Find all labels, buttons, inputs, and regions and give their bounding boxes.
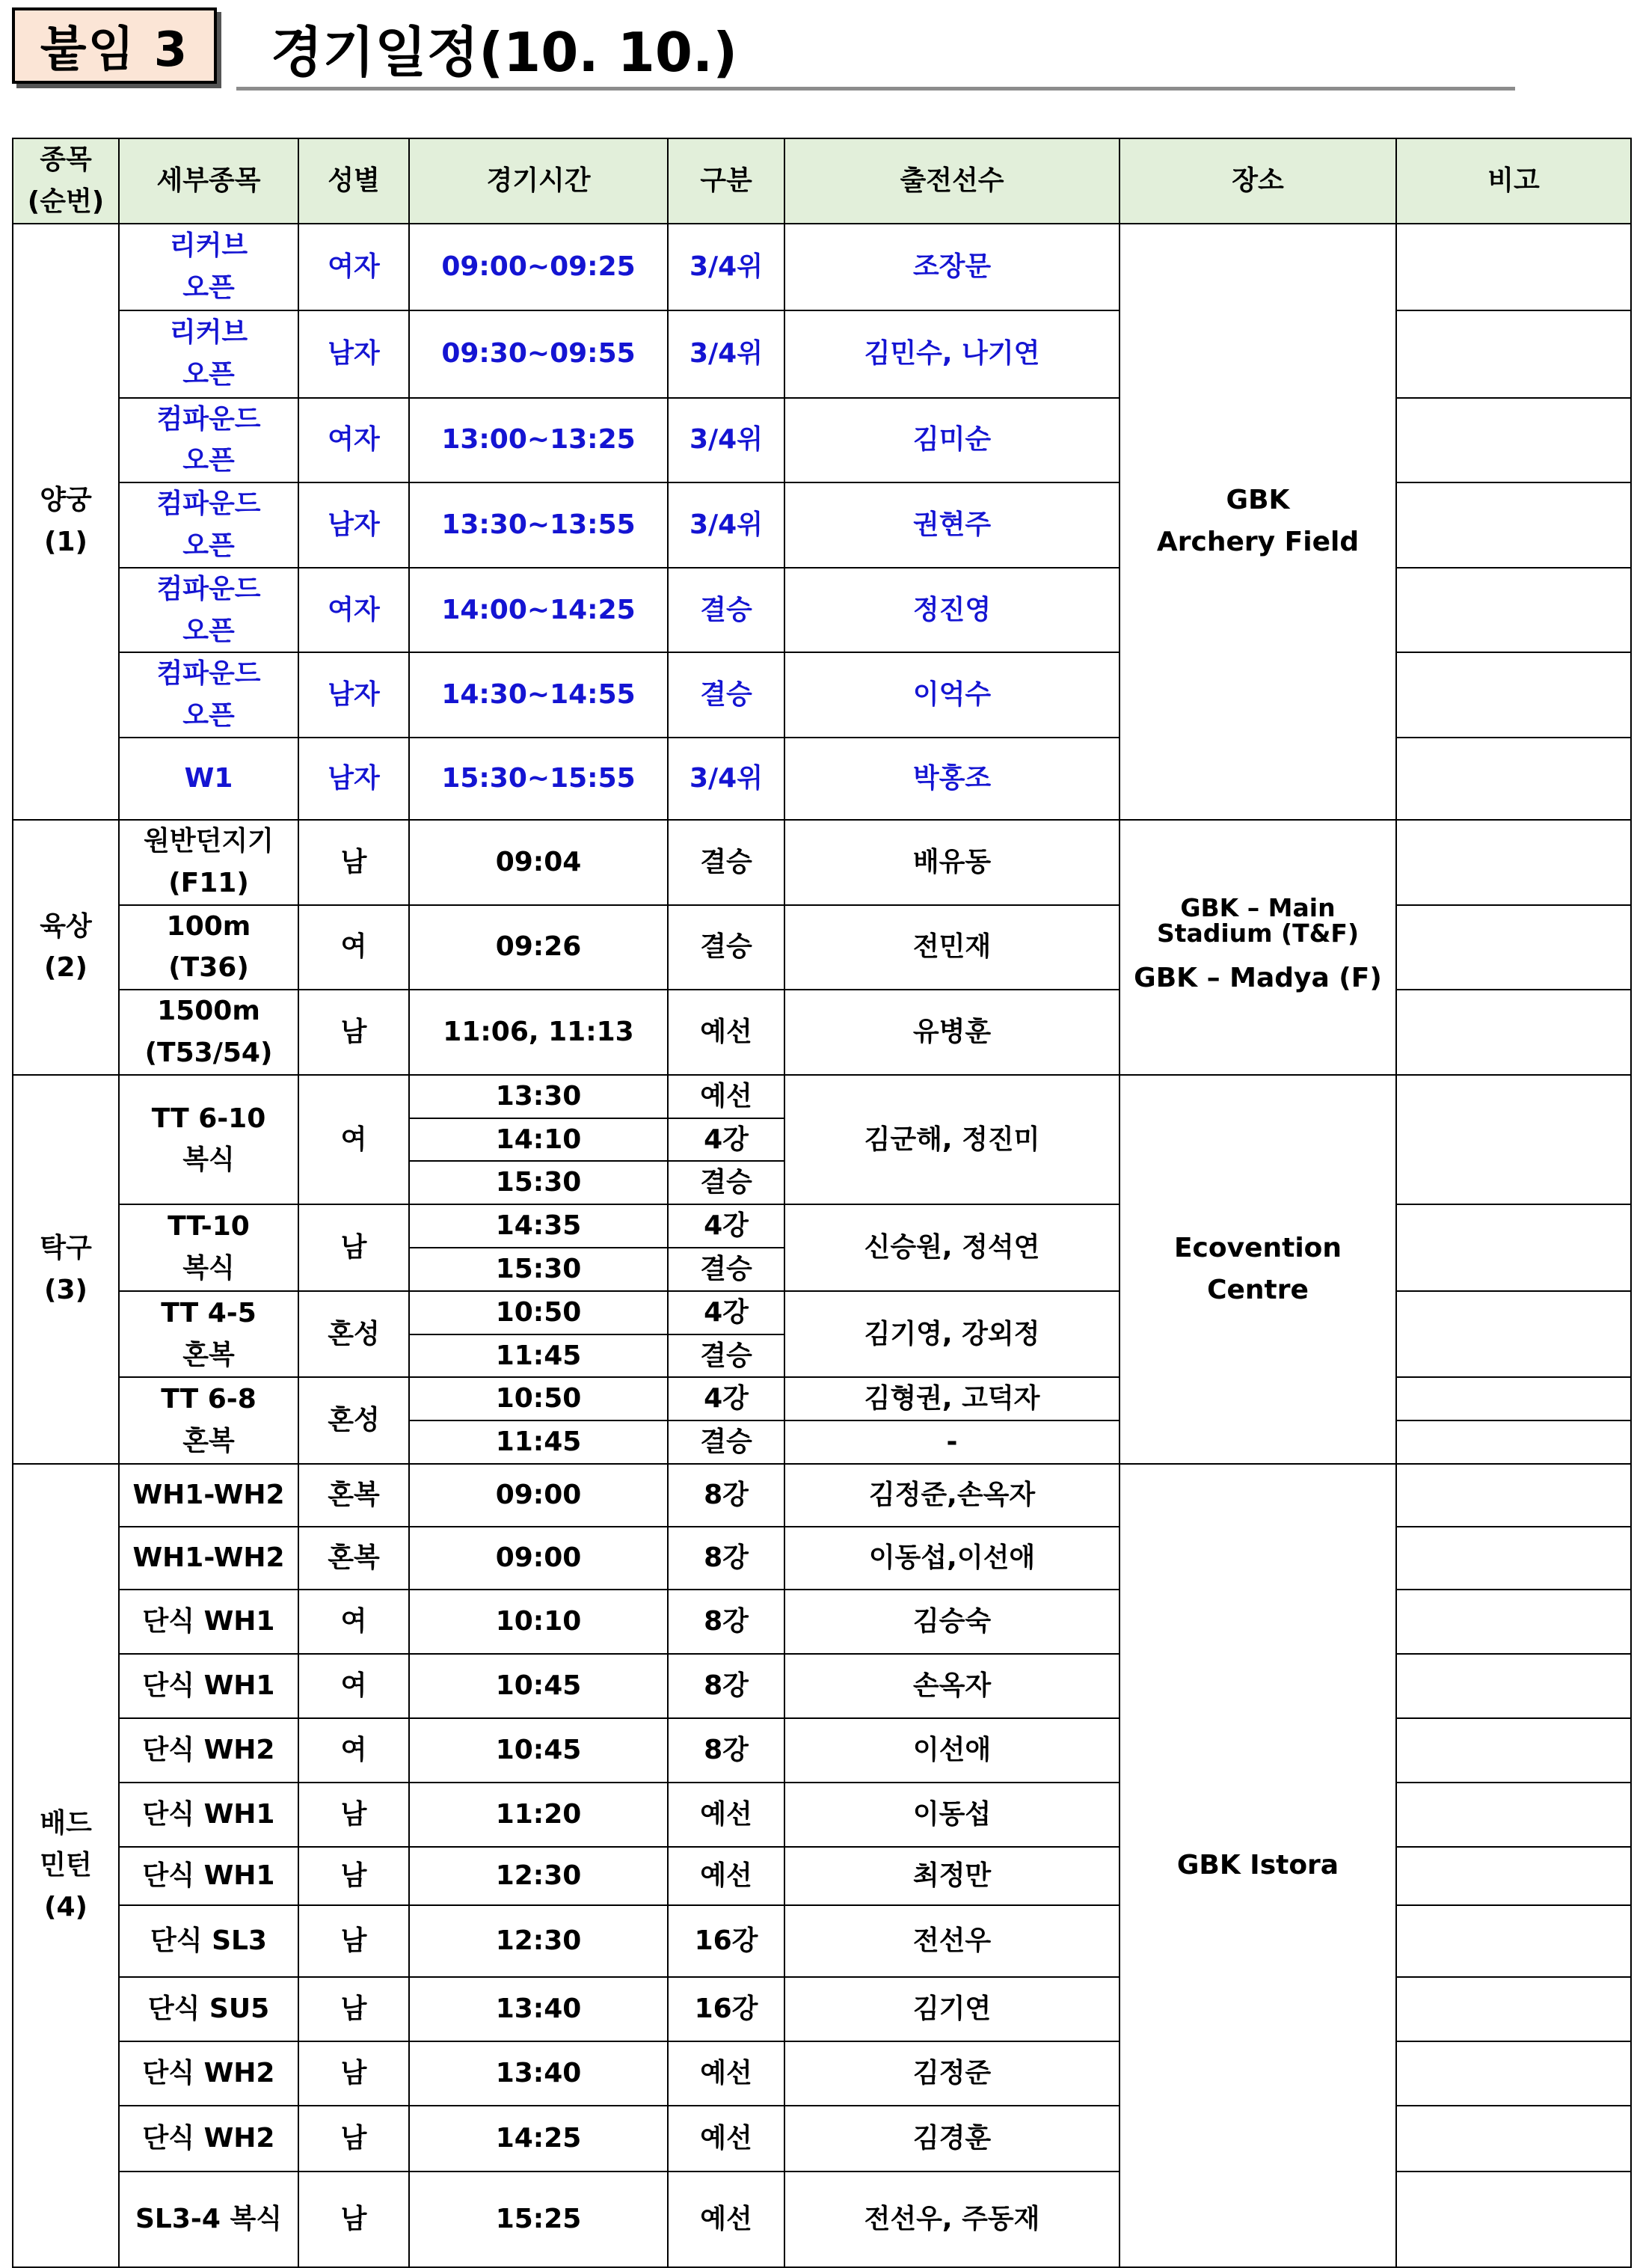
athletes-cell: 이억수 (784, 652, 1120, 738)
col-event-header: 세부종목 (119, 138, 298, 224)
gender-cell: 남자 (298, 652, 409, 738)
time-cell: 15:25 (409, 2172, 668, 2267)
page-header (12, 7, 1515, 91)
gender-cell: 남 (298, 2106, 409, 2172)
gender-cell: 남 (298, 1847, 409, 1905)
venue-badminton: GBK Istora (1120, 1464, 1396, 2267)
athletes-cell: 김정준,손옥자 (784, 1464, 1120, 1527)
round-cell: 3/4위 (668, 224, 784, 310)
athletes-cell: 김경훈 (784, 2106, 1120, 2172)
time-cell: 10:45 (409, 1718, 668, 1783)
time-cell: 10:10 (409, 1590, 668, 1654)
time-cell: 09:00 (409, 1527, 668, 1590)
note-cell (1396, 1291, 1631, 1378)
col-note-header: 비고 (1396, 138, 1631, 224)
note-cell (1396, 310, 1631, 398)
attachment-badge: 붙임 3 (12, 7, 217, 84)
time-cell: 09:30~09:55 (409, 310, 668, 398)
note-cell (1396, 1527, 1631, 1590)
round-cell: 예선 (668, 1075, 784, 1118)
gender-cell: 남 (298, 2041, 409, 2106)
col-gender-header: 성별 (298, 138, 409, 224)
gender-cell: 남자 (298, 738, 409, 820)
gender-cell: 혼성 (298, 1377, 409, 1464)
time-cell: 11:45 (409, 1420, 668, 1464)
round-cell: 8강 (668, 1464, 784, 1527)
event-cell: 단식 WH1 (119, 1590, 298, 1654)
gender-cell: 남 (298, 1905, 409, 1977)
event-cell: 원반던지기 (F11) (119, 820, 298, 905)
note-cell (1396, 1075, 1631, 1204)
event-cell: W1 (119, 738, 298, 820)
time-cell: 13:00~13:25 (409, 398, 668, 483)
athletes-cell: 유병훈 (784, 990, 1120, 1075)
event-cell: SL3-4 복식 (119, 2172, 298, 2267)
note-cell (1396, 1420, 1631, 1464)
event-cell: TT 6-8 혼복 (119, 1377, 298, 1464)
round-cell: 8강 (668, 1718, 784, 1783)
event-cell: 컴파운드 오픈 (119, 482, 298, 568)
gender-cell: 혼성 (298, 1291, 409, 1378)
event-cell: 단식 SL3 (119, 1905, 298, 1977)
athletes-cell: 권현주 (784, 482, 1120, 568)
athletes-cell: 손옥자 (784, 1654, 1120, 1718)
col-time-header: 경기시간 (409, 138, 668, 224)
event-cell: TT 6-10 복식 (119, 1075, 298, 1204)
event-cell: 리커브 오픈 (119, 310, 298, 398)
round-cell: 3/4위 (668, 310, 784, 398)
event-cell: 리커브 오픈 (119, 224, 298, 310)
note-cell (1396, 224, 1631, 310)
round-cell: 결승 (668, 652, 784, 738)
event-cell: 단식 WH1 (119, 1783, 298, 1847)
schedule-body (13, 224, 1631, 2267)
athletes-cell: 전선우 (784, 1905, 1120, 1977)
note-cell (1396, 905, 1631, 990)
athletes-cell: 김승숙 (784, 1590, 1120, 1654)
time-cell: 09:04 (409, 820, 668, 905)
venue-athletics: GBK – Main Stadium (T&F) GBK – Madya (F) (1120, 820, 1396, 1075)
event-cell: WH1-WH2 (119, 1464, 298, 1527)
event-cell: 단식 WH2 (119, 1718, 298, 1783)
note-cell (1396, 1204, 1631, 1291)
note-cell (1396, 1783, 1631, 1847)
gender-cell: 혼복 (298, 1527, 409, 1590)
gender-cell: 여 (298, 1075, 409, 1204)
gender-cell: 남 (298, 1783, 409, 1847)
note-cell (1396, 1377, 1631, 1420)
time-cell: 09:00 (409, 1464, 668, 1527)
round-cell: 3/4위 (668, 482, 784, 568)
time-cell: 15:30~15:55 (409, 738, 668, 820)
round-cell: 결승 (668, 1248, 784, 1291)
note-cell (1396, 990, 1631, 1075)
note-cell (1396, 738, 1631, 820)
event-cell: TT-10 복식 (119, 1204, 298, 1291)
round-cell: 결승 (668, 820, 784, 905)
note-cell (1396, 568, 1631, 653)
athletes-cell: 김형권, 고덕자 (784, 1377, 1120, 1420)
sport-archery: 양궁 (1) (13, 224, 119, 820)
athletes-cell: 이동섭,이선애 (784, 1527, 1120, 1590)
note-cell (1396, 1847, 1631, 1905)
round-cell: 3/4위 (668, 398, 784, 483)
gender-cell: 남 (298, 1204, 409, 1291)
round-cell: 예선 (668, 1783, 784, 1847)
round-cell: 8강 (668, 1527, 784, 1590)
col-athletes-header: 출전선수 (784, 138, 1120, 224)
event-cell: TT 4-5 혼복 (119, 1291, 298, 1378)
round-cell: 16강 (668, 1905, 784, 1977)
athletes-cell: 이동섭 (784, 1783, 1120, 1847)
event-cell: 1500m (T53/54) (119, 990, 298, 1075)
note-cell (1396, 1654, 1631, 1718)
athletes-cell: 최정만 (784, 1847, 1120, 1905)
round-cell: 4강 (668, 1291, 784, 1334)
athletes-cell: 김미순 (784, 398, 1120, 483)
round-cell: 16강 (668, 1977, 784, 2041)
athletes-cell: 전민재 (784, 905, 1120, 990)
time-cell: 13:40 (409, 1977, 668, 2041)
gender-cell: 여자 (298, 398, 409, 483)
note-cell (1396, 1977, 1631, 2041)
col-round-header: 구분 (668, 138, 784, 224)
round-cell: 4강 (668, 1204, 784, 1248)
note-cell (1396, 1905, 1631, 1977)
athletes-cell: 정진영 (784, 568, 1120, 653)
gender-cell: 여자 (298, 224, 409, 310)
athletes-cell: 김기영, 강외정 (784, 1291, 1120, 1378)
round-cell: 결승 (668, 1161, 784, 1204)
time-cell: 09:00~09:25 (409, 224, 668, 310)
time-cell: 12:30 (409, 1905, 668, 1977)
time-cell: 13:40 (409, 2041, 668, 2106)
time-cell: 13:30 (409, 1075, 668, 1118)
event-cell: 100m (T36) (119, 905, 298, 990)
round-cell: 예선 (668, 2041, 784, 2106)
event-cell: 단식 SU5 (119, 1977, 298, 2041)
athletes-cell: 박홍조 (784, 738, 1120, 820)
note-cell (1396, 1718, 1631, 1783)
event-cell: 컴파운드 오픈 (119, 652, 298, 738)
round-cell: 4강 (668, 1118, 784, 1162)
gender-cell: 여 (298, 1718, 409, 1783)
round-cell: 예선 (668, 2106, 784, 2172)
sport-badminton: 배드 민턴 (4) (13, 1464, 119, 2267)
gender-cell: 여 (298, 905, 409, 990)
time-cell: 11:06, 11:13 (409, 990, 668, 1075)
event-cell: 컴파운드 오픈 (119, 398, 298, 483)
time-cell: 14:10 (409, 1118, 668, 1162)
gender-cell: 혼복 (298, 1464, 409, 1527)
sport-athletics: 육상 (2) (13, 820, 119, 1075)
time-cell: 12:30 (409, 1847, 668, 1905)
athletes-cell: 김정준 (784, 2041, 1120, 2106)
time-cell: 14:35 (409, 1204, 668, 1248)
gender-cell: 남 (298, 990, 409, 1075)
time-cell: 10:50 (409, 1291, 668, 1334)
time-cell: 11:45 (409, 1334, 668, 1378)
note-cell (1396, 820, 1631, 905)
round-cell: 결승 (668, 1420, 784, 1464)
page-title: 경기일정(10. 10.) (271, 21, 738, 84)
venue-archery: GBK Archery Field (1120, 224, 1396, 820)
note-cell (1396, 2041, 1631, 2106)
time-cell: 09:26 (409, 905, 668, 990)
round-cell: 결승 (668, 568, 784, 653)
note-cell (1396, 1464, 1631, 1527)
athletes-cell: 김민수, 나기연 (784, 310, 1120, 398)
venue-table-tennis: Ecovention Centre (1120, 1075, 1396, 1464)
schedule-table (12, 138, 1632, 2268)
col-venue-header: 장소 (1120, 138, 1396, 224)
gender-cell: 남자 (298, 310, 409, 398)
athletes-cell: 배유동 (784, 820, 1120, 905)
gender-cell: 여자 (298, 568, 409, 653)
note-cell (1396, 1590, 1631, 1654)
gender-cell: 남 (298, 2172, 409, 2267)
time-cell: 13:30~13:55 (409, 482, 668, 568)
col-sport-header: 종목 (순번) (13, 138, 119, 224)
athletes-cell: 이선애 (784, 1718, 1120, 1783)
athletes-cell: - (784, 1420, 1120, 1464)
round-cell: 결승 (668, 905, 784, 990)
event-cell: 단식 WH1 (119, 1654, 298, 1718)
round-cell: 4강 (668, 1377, 784, 1420)
gender-cell: 남 (298, 1977, 409, 2041)
time-cell: 15:30 (409, 1161, 668, 1204)
time-cell: 14:25 (409, 2106, 668, 2172)
round-cell: 예선 (668, 990, 784, 1075)
time-cell: 10:50 (409, 1377, 668, 1420)
note-cell (1396, 482, 1631, 568)
athletes-cell: 신승원, 정석연 (784, 1204, 1120, 1291)
round-cell: 8강 (668, 1590, 784, 1654)
event-cell: 단식 WH1 (119, 1847, 298, 1905)
table-row (13, 1075, 1631, 1118)
time-cell: 15:30 (409, 1248, 668, 1291)
gender-cell: 여 (298, 1654, 409, 1718)
gender-cell: 남자 (298, 482, 409, 568)
gender-cell: 여 (298, 1590, 409, 1654)
time-cell: 14:30~14:55 (409, 652, 668, 738)
note-cell (1396, 398, 1631, 483)
round-cell: 8강 (668, 1654, 784, 1718)
round-cell: 결승 (668, 1334, 784, 1378)
table-row (13, 224, 1631, 310)
event-cell: 컴파운드 오픈 (119, 568, 298, 653)
round-cell: 3/4위 (668, 738, 784, 820)
time-cell: 10:45 (409, 1654, 668, 1718)
table-header-row (13, 138, 1631, 224)
time-cell: 11:20 (409, 1783, 668, 1847)
table-row (13, 1464, 1631, 1527)
note-cell (1396, 2106, 1631, 2172)
table-row (13, 820, 1631, 905)
gender-cell: 남 (298, 820, 409, 905)
athletes-cell: 전선우, 주동재 (784, 2172, 1120, 2267)
event-cell: 단식 WH2 (119, 2106, 298, 2172)
note-cell (1396, 652, 1631, 738)
sport-table-tennis: 탁구 (3) (13, 1075, 119, 1464)
athletes-cell: 김군해, 정진미 (784, 1075, 1120, 1204)
event-cell: WH1-WH2 (119, 1527, 298, 1590)
round-cell: 예선 (668, 2172, 784, 2267)
note-cell (1396, 2172, 1631, 2267)
event-cell: 단식 WH2 (119, 2041, 298, 2106)
title-underline (236, 87, 1515, 91)
athletes-cell: 김기연 (784, 1977, 1120, 2041)
athletes-cell: 조장문 (784, 224, 1120, 310)
round-cell: 예선 (668, 1847, 784, 1905)
time-cell: 14:00~14:25 (409, 568, 668, 653)
